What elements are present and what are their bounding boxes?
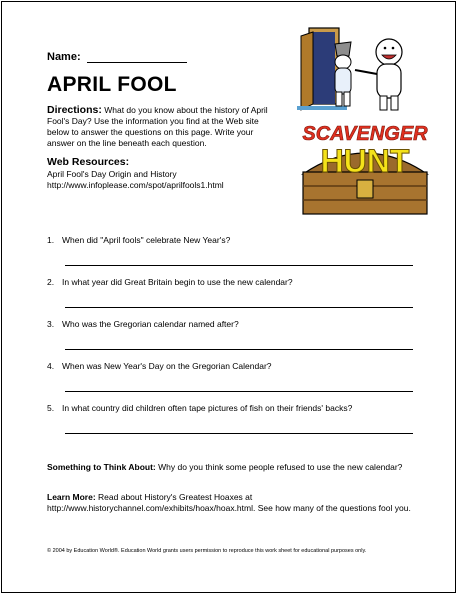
victim-head	[335, 55, 351, 69]
question-item	[47, 361, 417, 403]
prankster-leg	[380, 96, 387, 110]
question-item	[47, 277, 417, 319]
question-item	[47, 403, 417, 445]
question-item	[47, 319, 417, 361]
answer-line[interactable]	[65, 349, 413, 350]
web-resources-block	[47, 157, 272, 191]
name-label: Name:	[47, 51, 81, 63]
victim-leg	[344, 92, 350, 106]
web-resources-label: Web Resources:	[47, 156, 130, 168]
answer-line[interactable]	[65, 265, 413, 266]
logo-scavenger: SCAVENGER	[302, 123, 428, 145]
directions-label: Directions:	[47, 104, 102, 116]
chest-lock	[357, 180, 373, 198]
copyright-notice: © 2004 by Education World®. Education World grants users permission to reproduce this work sheet for educational purposes only.	[47, 548, 367, 554]
prankster-body	[377, 64, 401, 98]
bucket	[335, 42, 351, 56]
question-number: 4.	[47, 361, 55, 371]
question-text: When was New Year's Day on the Gregorian Calendar?	[62, 361, 272, 371]
question-number: 5.	[47, 403, 55, 413]
learn-more-text: Read about History's Greatest Hoaxes at http://www.historychannel.com/exhibits/hoax/hoax.html. See how many of the questions fool you.	[47, 492, 411, 513]
directions-text: What do you know about the history of April Fool's Day? Use the information you find at the Web site below to answer the questions on this page. Write your answer on the line beneath each question.	[47, 105, 268, 148]
victim-leg	[336, 92, 342, 106]
page-title: APRIL FOOL	[47, 73, 177, 96]
resource-url[interactable]: http://www.infoplease.com/spot/aprilfools1.html	[47, 180, 224, 190]
pointing-arm	[355, 70, 377, 74]
question-text: When did "April fools" celebrate New Year's?	[62, 235, 231, 245]
answer-line[interactable]	[65, 307, 413, 308]
logo-hunt: HUNT	[320, 143, 410, 179]
answer-line[interactable]	[65, 391, 413, 392]
answer-line[interactable]	[65, 433, 413, 434]
directions-block	[47, 105, 272, 149]
question-text: In what country did children often tape pictures of fish on their friends' backs?	[62, 403, 353, 413]
questions-list	[47, 235, 417, 445]
door-opening	[313, 32, 335, 104]
question-number: 3.	[47, 319, 55, 329]
resource-title: April Fool's Day Origin and History	[47, 169, 177, 179]
water-splash	[297, 106, 347, 110]
learn-more-label: Learn More:	[47, 492, 96, 502]
question-text: Who was the Gregorian calendar named after?	[62, 319, 239, 329]
question-item	[47, 235, 417, 277]
question-number: 1.	[47, 235, 55, 245]
learn-more-block	[47, 492, 417, 514]
think-about-label: Something to Think About:	[47, 462, 156, 472]
question-number: 2.	[47, 277, 55, 287]
scavenger-hunt-illustration	[287, 22, 443, 222]
think-about-block	[47, 462, 417, 473]
think-about-text: Why do you think some people refused to use the new calendar?	[158, 462, 403, 472]
name-answer-line	[87, 62, 187, 63]
prankster-head	[376, 39, 402, 65]
open-door-panel	[301, 32, 313, 110]
question-text: In what year did Great Britain begin to use the new calendar?	[62, 277, 293, 287]
prankster-leg	[391, 96, 398, 110]
victim-body	[335, 68, 351, 94]
